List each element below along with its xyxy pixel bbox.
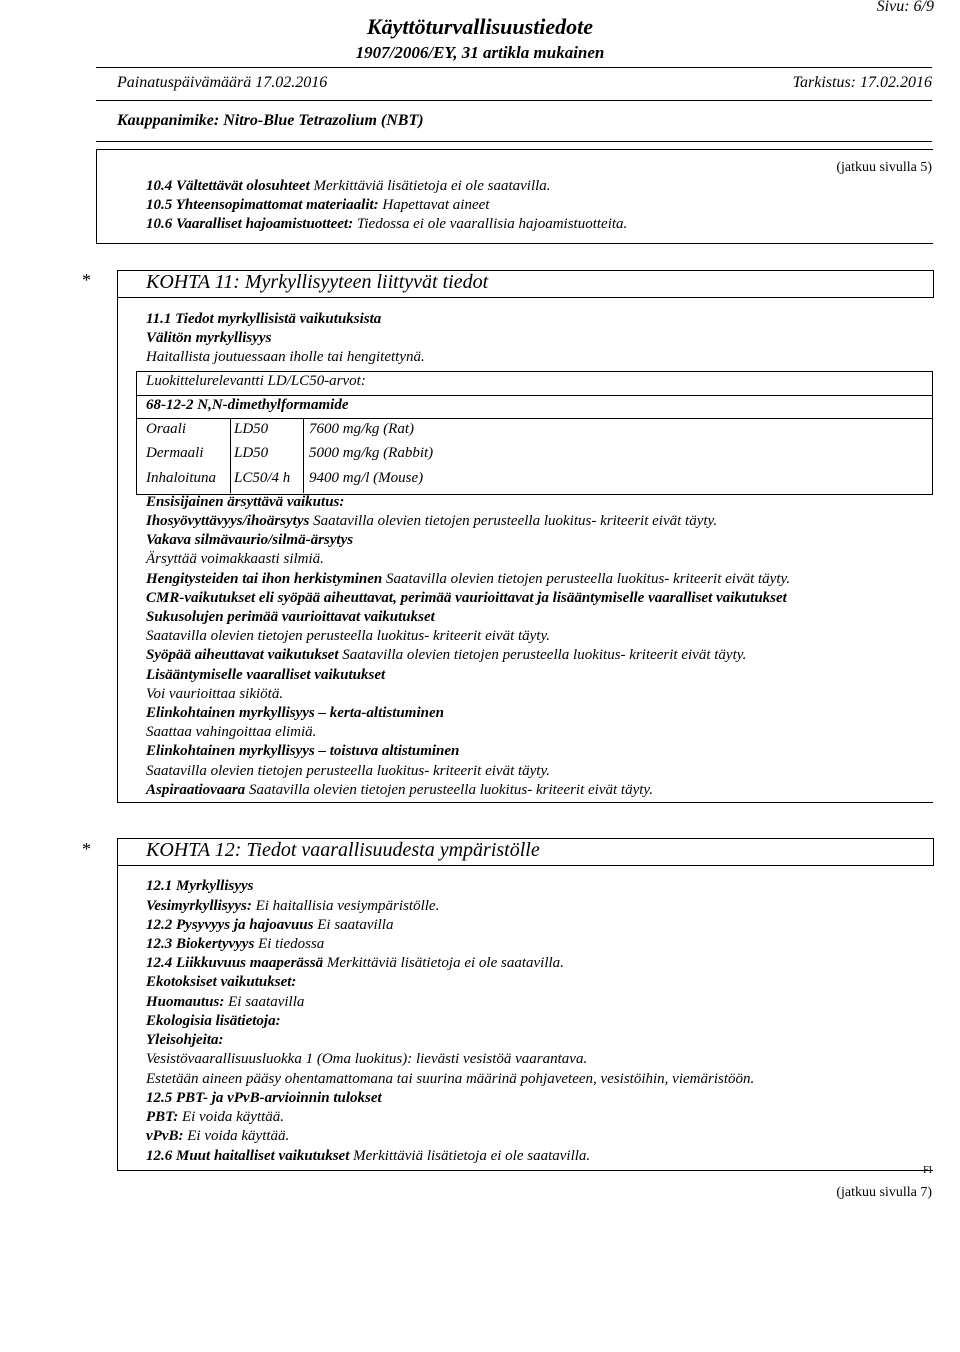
table-cell-route: Oraali [146,421,187,437]
s12-6: 12.6 Muut haitalliset vaikutukset Merkittäviä lisätietoja ei ole saatavilla. [146,1148,591,1164]
table-cell-value: 7600 mg/kg (Rat) [309,421,414,437]
header-divider [96,67,932,68]
vpvb: vPvB: Ei voida käyttää. [146,1128,290,1144]
document-title: Käyttöturvallisuustiedote [366,14,594,39]
reproductive-heading: Lisääntymiselle vaaralliset vaikutukset [146,667,386,683]
table-col-rule [303,418,304,493]
aspiration-hazard: Aspiraatiovaara Saatavilla olevien tietojen perusteella luokitus- kriteerit eivät täyty. [146,782,653,798]
eco-additional: Ekologisia lisätietoja: [146,1013,281,1029]
header-divider-2 [96,100,932,101]
table-col-rule [230,418,231,493]
table-cell-route: Dermaali [146,445,204,461]
general-notes: Yleisohjeita: [146,1032,224,1048]
continued-to: (jatkuu sivulla 7) [836,1185,932,1200]
aquatic-toxicity: Vesimyrkyllisyys: Ei haitallisia vesiympäristölle. [146,898,440,914]
header-divider-3 [96,141,932,142]
reproductive-text: Voi vaurioittaa sikiötä. [146,686,284,702]
table-cell-value: 9400 mg/l (Mouse) [309,470,424,486]
primary-irritant: Ensisijainen ärsyttävä vaikutus: [146,494,345,510]
prevent-release: Estetään aineen pääsy ohentamattomana tai suurina määrinä pohjaveteen, vesistöihin, viemäristöön. [146,1071,755,1087]
table-rule [136,418,932,419]
sub-acute-tox: Välitön myrkyllisyys [146,330,272,346]
sub-11-1: 11.1 Tiedot myrkyllisistä vaikutuksista [146,311,382,327]
stot-single-heading: Elinkohtainen myrkyllisyys – kerta-altistuminen [146,705,444,721]
remark: Huomautus: Ei saatavilla [146,994,305,1010]
page-number: Sivu: 6/9 [876,0,934,15]
s12-2: 12.2 Pysyvyys ja hajoavuus Ei saatavilla [146,917,394,933]
skin-corrosion: Ihosyövyttävyys/ihoärsytys Saatavilla olevien tietojen perusteella luokitus- kriteerit eivät täyty. [146,513,718,529]
eye-damage-text: Ärsyttää voimakkaasti silmiä. [146,551,324,567]
print-date: Painatuspäivämäärä 17.02.2016 [117,74,328,91]
table-substance: 68-12-2 N,N-dimethylformamide [146,397,349,413]
document-subtitle: 1907/2006/EY, 31 artikla mukainen [355,43,605,62]
table-cell-type: LD50 [234,421,269,437]
s12-1: 12.1 Myrkyllisyys [146,878,254,894]
section-11-heading: KOHTA 11: Myrkyllisyyteen liittyvät tiedot [117,270,934,298]
prev-line-10-6: 10.6 Vaaralliset hajoamistuotteet: Tiedossa ei ole vaarallisia hajoamistuotteita. [146,216,628,232]
table-cell-type: LC50/4 h [234,470,291,486]
mutagenicity-heading: Sukusolujen perimää vaurioittavat vaikutukset [146,609,435,625]
stot-single-text: Saattaa vahingoittaa elimiä. [146,724,317,740]
table-cell-value: 5000 mg/kg (Rabbit) [309,445,434,461]
prev-line-10-4: 10.4 Vältettävät olosuhteet Merkittäviä lisätietoja ei ole saatavilla. [146,178,551,194]
s12-3: 12.3 Biokertyvyys Ei tiedossa [146,936,325,952]
prev-line-10-5: 10.5 Yhteensopimattomat materiaalit: Hapettavat aineet [146,197,490,213]
mutagenicity-text: Saatavilla olevien tietojen perusteella luokitus- kriteerit eivät täyty. [146,628,551,644]
s12-5: 12.5 PBT- ja vPvB-arvioinnin tulokset [146,1090,382,1106]
continued-from: (jatkuu sivulla 5) [836,160,932,175]
carcinogenicity: Syöpää aiheuttavat vaikutukset Saatavilla olevien tietojen perusteella luokitus- kriteerit eivät täyty. [146,647,747,663]
table-title: Luokittelurelevantti LD/LC50-arvot: [146,373,366,389]
revision-date: Tarkistus: 17.02.2016 [792,74,932,91]
section-12-heading: KOHTA 12: Tiedot vaarallisuudesta ympäristölle [117,838,934,866]
stot-repeated-text: Saatavilla olevien tietojen perusteella luokitus- kriteerit eivät täyty. [146,763,551,779]
table-rule [136,395,932,396]
sensitisation: Hengitysteiden tai ihon herkistyminen Saatavilla olevien tietojen perusteella luokitus- kriteerit eivät täyty. [146,571,791,587]
language-code: FI [923,1165,932,1176]
eye-damage-heading: Vakava silmävaurio/silmä-ärsytys [146,532,354,548]
s12-4: 12.4 Liikkuvuus maaperässä Merkittäviä lisätietoja ei ole saatavilla. [146,955,564,971]
revision-star: * [82,270,91,290]
revision-star: * [82,839,91,859]
cmr-heading: CMR-vaikutukset eli syöpää aiheuttavat, perimää vaurioittavat ja lisääntymiselle vaaralliset vaikutukset [146,590,787,606]
ecotoxic-effects: Ekotoksiset vaikutukset: [146,974,297,990]
table-cell-route: Inhaloituna [146,470,216,486]
water-hazard-class: Vesistövaarallisuusluokka 1 (Oma luokitus): lievästi vesistöä vaarantava. [146,1051,588,1067]
trade-name: Kauppanimike: Nitro-Blue Tetrazolium (NBT) [117,112,424,129]
stot-repeated-heading: Elinkohtainen myrkyllisyys – toistuva altistuminen [146,743,460,759]
table-cell-type: LD50 [234,445,269,461]
acute-tox-text: Haitallista joutuessaan iholle tai hengitettynä. [146,349,425,365]
pbt: PBT: Ei voida käyttää. [146,1109,285,1125]
